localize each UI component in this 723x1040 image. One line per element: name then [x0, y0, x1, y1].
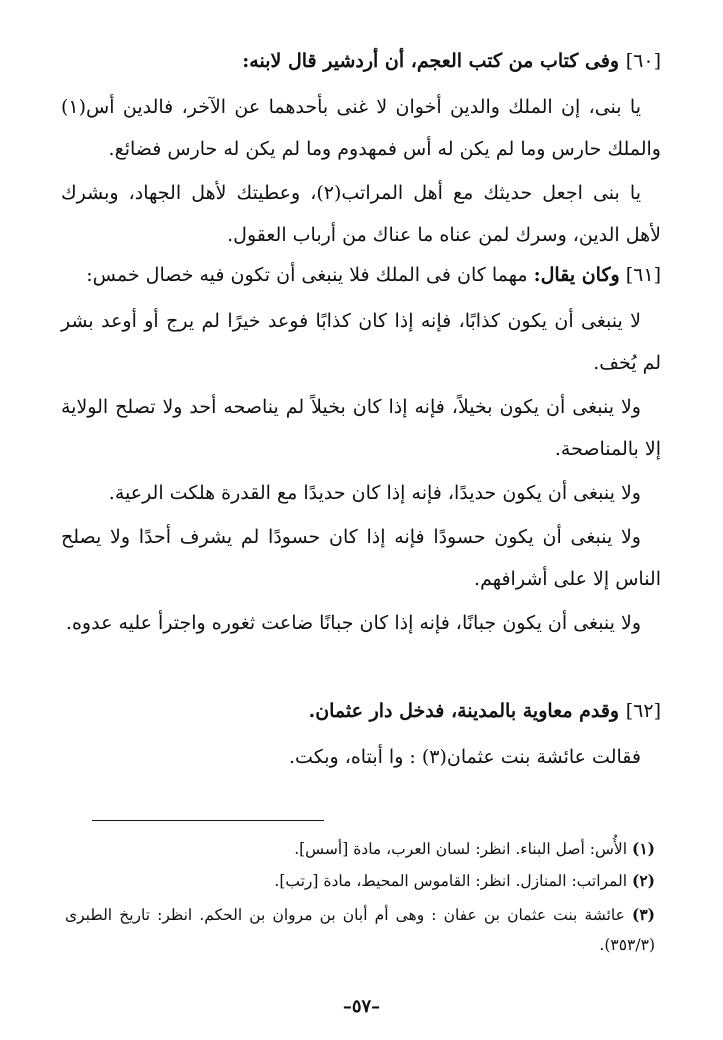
entry-62-heading: [61, 690, 661, 732]
entry-number: [٦١]: [625, 264, 661, 286]
paragraph: ولا ينبغى أن يكون بخيلاً، فإنه إذا كان بخيلاً لم يناصحه أحد ولا تصلح الولاية إلا بالمناصحة.: [61, 396, 661, 460]
footnote-number: (٢): [631, 871, 655, 890]
paragraph: ولا ينبغى أن يكون جبانًا، فإنه إذا كان جبانًا ضاعت ثغوره واجترأ عليه عدوه.: [65, 612, 641, 634]
footnote-text: عائشة بنت عثمان بن عفان : وهى أم أبان بن مروان بن الحكم. انظر: تاريخ الطبرى (٣٥٣/٣).: [65, 906, 655, 954]
footnote-number: (٣): [631, 905, 655, 924]
footnote-text: الأُس: أصل البناء. انظر: لسان العرب، مادة [أسس].: [294, 840, 628, 858]
paragraph: لا ينبغى أن يكون كذابًا، فإنه إذا كان كذابًا فوعد خيرًا لم يرج أو أوعد بشر لم يُخف.: [61, 310, 661, 374]
entry-61-heading: [61, 254, 661, 296]
entry-heading-text: مهما كان فى الملك فلا ينبغى أن تكون فيه خصال خمس:: [86, 264, 528, 286]
footnote-number: (١): [631, 839, 655, 858]
footnote: [65, 900, 655, 960]
entry-number: [٦٢]: [625, 700, 661, 722]
entry-60-heading: [61, 40, 661, 82]
paragraph: ولا ينبغى أن يكون حسودًا فإنه إذا كان حسودًا لم يشرف أحدًا ولا يصلح الناس إلا على أشرافهم.: [61, 526, 661, 590]
paragraph: فقالت عائشة بنت عثمان(٣) : وا أبتاه، وبكت.: [289, 746, 641, 768]
paragraph: ولا ينبغى أن يكون حديدًا، فإنه إذا كان حديدًا مع القدرة هلكت الرعية.: [108, 482, 641, 504]
entry-number: [٦٠]: [625, 50, 661, 72]
paragraph: يا بنى اجعل حديثك مع أهل المراتب(٢)، وعطيتك لأهل الجهاد، وبشرك لأهل الدين، وسرك لمن عناه ما عناك من أرباب العقول.: [61, 182, 661, 246]
entry-heading-text: وقدم معاوية بالمدينة، فدخل دار عثمان.: [308, 700, 620, 722]
footnote: [65, 866, 655, 896]
entry-heading-text: وفى كتاب من كتب العجم، أن أردشير قال لابنه:: [242, 50, 620, 72]
footnote-separator: [92, 820, 324, 821]
paragraph: يا بنى، إن الملك والدين أخوان لا غنى بأحدهما عن الآخر، فالدين أس(١) والملك حارس وما لم يكن له أس فمهدوم وما لم يكن له حارس فضائع.: [61, 96, 661, 160]
footnote: [65, 834, 655, 864]
page-number: –٥٧–: [342, 996, 381, 1017]
footnote-text: المراتب: المنازل. انظر: القاموس المحيط، مادة [رتب].: [274, 872, 628, 890]
entry-heading-bold: وكان يقال:: [533, 264, 620, 286]
